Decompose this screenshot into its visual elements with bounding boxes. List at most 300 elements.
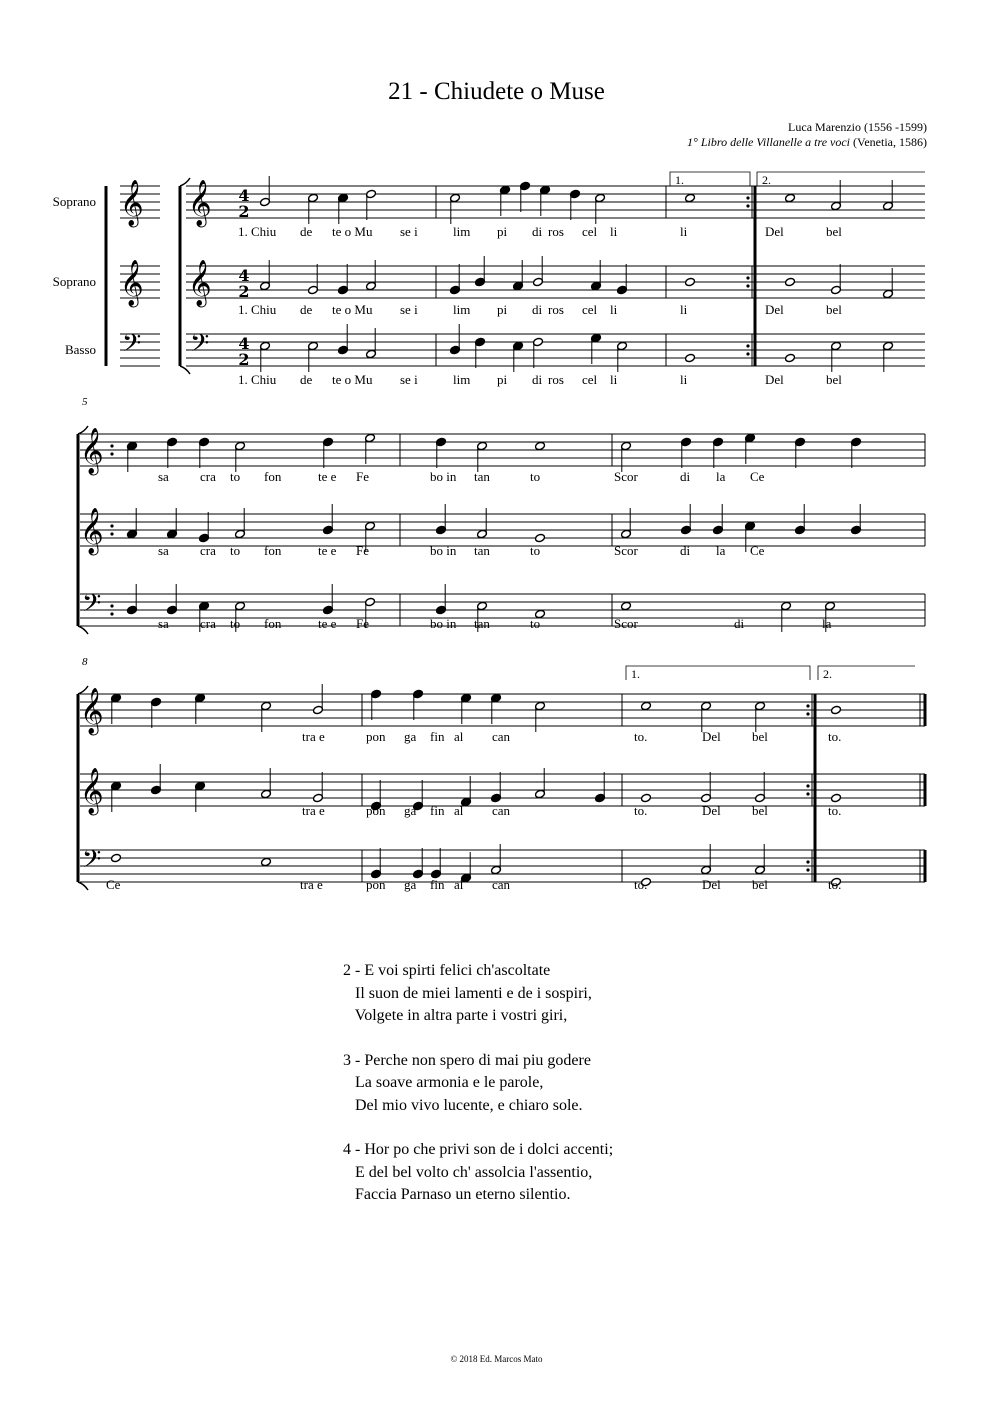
half-note xyxy=(308,341,319,372)
half-note xyxy=(831,180,842,211)
lyric-syllable: te o Mu xyxy=(332,224,373,239)
half-note xyxy=(755,701,766,732)
lyric-syllable: te o Mu xyxy=(332,302,373,317)
repeat-dot xyxy=(746,352,749,355)
lyric-syllable: can xyxy=(492,877,511,892)
treble-clef-icon: 𝄞 xyxy=(80,768,104,814)
lyric-syllable: te o Mu xyxy=(332,372,373,387)
lyric-syllable: li xyxy=(680,224,688,239)
lyric-syllable: Del xyxy=(702,803,721,818)
lyric-syllable: ga xyxy=(404,877,417,892)
whole-note xyxy=(535,441,546,450)
half-note xyxy=(755,772,766,803)
quarter-note xyxy=(413,848,424,879)
lyric-syllable: 1. Chiu xyxy=(238,224,277,239)
lyric-syllable: to xyxy=(230,543,241,558)
quarter-note xyxy=(413,689,424,720)
notehead xyxy=(535,441,546,450)
half-note xyxy=(477,441,488,472)
lyric-syllable: Fe xyxy=(356,469,369,484)
half-note xyxy=(535,768,546,799)
quarter-note xyxy=(371,689,382,720)
staff-soprano-2-m8 xyxy=(80,774,925,806)
repeat-dot xyxy=(746,196,749,199)
quarter-note xyxy=(713,504,724,535)
half-note xyxy=(450,193,461,224)
lyric-syllable: to. xyxy=(634,803,648,818)
volta-bracket xyxy=(757,172,925,186)
lyric-syllable: ga xyxy=(404,729,417,744)
lyric-syllable: cel xyxy=(582,302,598,317)
stanza-line: 2 - E voi spirti felici ch'ascoltate xyxy=(343,962,551,979)
page-title: 21 - Chiudete o Muse xyxy=(388,78,605,105)
lyric-syllable: al xyxy=(454,729,464,744)
lyric-syllable: de xyxy=(300,224,313,239)
part-name: Soprano xyxy=(52,194,96,209)
half-note xyxy=(261,701,272,732)
music-score xyxy=(0,170,993,910)
lyric-syllable: pi xyxy=(497,224,508,239)
lyric-syllable: di xyxy=(532,372,543,387)
stanza-line: Del mio vivo lucente, e chiaro sole. xyxy=(343,1096,583,1114)
lyric-syllable: to. xyxy=(634,729,648,744)
repeat-dot xyxy=(806,712,809,715)
whole-note xyxy=(831,705,842,714)
quarter-note xyxy=(520,181,531,212)
time-signature-bottom: 2 xyxy=(238,282,250,301)
treble-clef-icon: 𝄞 xyxy=(188,260,212,306)
repeat-dot xyxy=(806,868,809,871)
lyric-syllable: bel xyxy=(826,372,842,387)
lyric-syllable: Del xyxy=(702,877,721,892)
volta-label: 2. xyxy=(823,667,832,681)
half-note xyxy=(365,433,376,464)
half-note xyxy=(533,256,544,287)
lyric-syllable: li xyxy=(610,224,618,239)
quarter-note xyxy=(513,260,524,291)
staff-soprano-2 xyxy=(186,266,925,298)
lyric-syllable: bo in xyxy=(430,616,457,631)
lyric-syllable: lim xyxy=(453,302,471,317)
time-signature-top: 4 xyxy=(238,266,250,285)
bass-clef-icon: 𝄢 xyxy=(82,845,102,880)
lyric-syllable: pon xyxy=(366,729,386,744)
staff-soprano-1-m8 xyxy=(80,694,925,726)
repeat-dot xyxy=(806,792,809,795)
quarter-note xyxy=(475,256,486,287)
half-note xyxy=(595,193,606,224)
repeat-dot xyxy=(806,860,809,863)
lyric-syllable: cra xyxy=(200,469,216,484)
whole-note xyxy=(685,193,696,202)
quarter-note xyxy=(570,189,581,220)
lyric-syllable: tan xyxy=(474,543,490,558)
repeat-dot xyxy=(110,532,113,535)
volta-bracket xyxy=(626,666,810,680)
quarter-note xyxy=(851,437,862,468)
treble-clef-icon: 𝄞 xyxy=(120,180,144,226)
bracket-hook-bottom xyxy=(78,626,88,634)
repeat-dot xyxy=(110,452,113,455)
half-note xyxy=(313,684,324,715)
quarter-note xyxy=(371,848,382,879)
half-note xyxy=(313,772,324,803)
quarter-note xyxy=(323,584,334,615)
lyric-syllable: can xyxy=(492,729,511,744)
lyric-syllable: li xyxy=(680,372,688,387)
lyric-syllable: Del xyxy=(765,302,784,317)
quarter-note xyxy=(338,264,349,295)
lyric-syllable: la xyxy=(716,543,726,558)
half-note xyxy=(260,176,271,207)
half-note xyxy=(781,601,792,632)
time-signature-bottom: 2 xyxy=(238,202,250,221)
treble-clef-icon: 𝄞 xyxy=(80,428,104,474)
lyric-syllable: di xyxy=(532,224,543,239)
half-note xyxy=(831,341,842,372)
lyric-syllable: ga xyxy=(404,803,417,818)
quarter-note xyxy=(591,260,602,291)
lyric-syllable: bel xyxy=(826,224,842,239)
lyrics-stanzas xyxy=(343,960,613,1229)
quarter-note xyxy=(127,441,138,472)
half-note xyxy=(491,844,502,875)
lyric-syllable: cel xyxy=(582,372,598,387)
lyric-syllable: lim xyxy=(453,224,471,239)
half-note xyxy=(701,701,712,732)
lyric-syllable: Scor xyxy=(614,469,638,484)
repeat-dot xyxy=(746,204,749,207)
repeat-dot xyxy=(746,344,749,347)
half-note xyxy=(535,701,546,732)
quarter-note xyxy=(195,693,206,724)
quarter-note xyxy=(475,337,486,368)
half-note xyxy=(477,508,488,539)
stanza-line: Faccia Parnaso un eterno silentio. xyxy=(343,1186,571,1203)
repeat-dot xyxy=(110,444,113,447)
repeat-dot xyxy=(110,604,113,607)
stanza-3 xyxy=(343,1050,613,1118)
quarter-note xyxy=(199,437,210,468)
lyric-syllable: Del xyxy=(702,729,721,744)
composer-credit xyxy=(687,120,927,150)
whole-note xyxy=(831,793,842,802)
lyric-syllable: di xyxy=(734,616,745,631)
repeat-dot xyxy=(746,284,749,287)
lyric-syllable: tra e xyxy=(302,803,325,818)
lyric-syllable: sa xyxy=(158,616,169,631)
quarter-note xyxy=(167,437,178,468)
half-note xyxy=(533,337,544,368)
lyric-syllable: 1. Chiu xyxy=(238,372,277,387)
volta-bracket xyxy=(818,666,915,680)
lyric-syllable: sa xyxy=(158,469,169,484)
repeat-dot xyxy=(746,276,749,279)
whole-note xyxy=(535,533,546,542)
half-note xyxy=(235,441,246,472)
whole-note xyxy=(785,193,796,202)
half-note xyxy=(883,268,894,299)
measure-number: 8 xyxy=(82,656,88,668)
quarter-note xyxy=(323,504,334,535)
quarter-note xyxy=(450,324,461,355)
lyric-syllable: bel xyxy=(752,877,768,892)
lyric-syllable: pon xyxy=(366,877,386,892)
lyric-syllable: fon xyxy=(264,616,282,631)
quarter-note xyxy=(167,508,178,539)
half-note xyxy=(261,768,272,799)
lyric-syllable: te e xyxy=(318,616,337,631)
quarter-note xyxy=(540,185,551,216)
quarter-note xyxy=(338,324,349,355)
lyric-syllable: Fe xyxy=(356,616,369,631)
source-book: 1° Libro delle Villanelle a tre voci xyxy=(687,135,851,149)
half-note xyxy=(235,508,246,539)
quarter-note xyxy=(795,437,806,468)
notehead xyxy=(785,353,796,362)
quarter-note xyxy=(436,584,447,615)
lyric-syllable: Ce xyxy=(750,543,765,558)
repeat-dot xyxy=(110,524,113,527)
quarter-note xyxy=(617,264,628,295)
quarter-note xyxy=(851,504,862,535)
notehead xyxy=(831,793,842,802)
lyric-syllable: se i xyxy=(400,372,418,387)
lyric-syllable: fin xyxy=(430,877,445,892)
whole-note xyxy=(111,853,122,862)
lyric-syllable: to xyxy=(530,616,541,631)
lyric-syllable: de xyxy=(300,302,313,317)
lyric-syllable: li xyxy=(610,372,618,387)
lyric-syllable: fon xyxy=(264,469,282,484)
lyric-syllable: pi xyxy=(497,372,508,387)
notehead xyxy=(261,857,272,866)
lyric-syllable: fon xyxy=(264,543,282,558)
half-note xyxy=(308,264,319,295)
lyric-syllable: Ce xyxy=(106,877,121,892)
lyric-syllable: al xyxy=(454,877,464,892)
lyric-syllable: to. xyxy=(634,877,648,892)
stanza-2 xyxy=(343,960,613,1028)
lyric-syllable: bel xyxy=(752,729,768,744)
quarter-note xyxy=(127,584,138,615)
quarter-note xyxy=(111,781,122,812)
notehead xyxy=(831,705,842,714)
quarter-note xyxy=(491,772,502,803)
lyric-syllable: 1. Chiu xyxy=(238,302,277,317)
source-line xyxy=(687,135,927,150)
quarter-note xyxy=(111,693,122,724)
part-name: Basso xyxy=(64,342,96,357)
notehead xyxy=(621,601,632,610)
quarter-note xyxy=(713,437,724,468)
lyric-syllable: bo in xyxy=(430,543,457,558)
notehead xyxy=(111,853,122,862)
lyric-syllable: to xyxy=(230,469,241,484)
half-note xyxy=(621,441,632,472)
bracket-hook-bottom xyxy=(180,366,190,374)
lyric-syllable: Scor xyxy=(614,543,638,558)
half-note xyxy=(755,844,766,875)
lyric-syllable: Del xyxy=(765,224,784,239)
notehead xyxy=(535,533,546,542)
stanza-line: E del bel volto ch' assolcia l'assentio, xyxy=(343,1163,593,1181)
half-note xyxy=(366,260,377,291)
lyric-syllable: Scor xyxy=(614,616,638,631)
quarter-note xyxy=(338,193,349,224)
repeat-dot xyxy=(110,612,113,615)
whole-note xyxy=(641,793,652,802)
lyric-syllable: tan xyxy=(474,616,490,631)
volta-label: 1. xyxy=(631,667,640,681)
source-place: (Venetia, 1586) xyxy=(850,135,927,149)
lyric-syllable: Fe xyxy=(356,543,369,558)
treble-clef-icon: 𝄞 xyxy=(80,688,104,734)
lyric-syllable: to. xyxy=(828,877,842,892)
lyric-syllable: Del xyxy=(765,372,784,387)
score-root xyxy=(53,172,925,892)
lyric-syllable: to xyxy=(530,469,541,484)
treble-clef-icon: 𝄞 xyxy=(120,260,144,306)
stanza-line: 4 - Hor po che privi son de i dolci accenti; xyxy=(343,1141,614,1158)
staff-soprano-1 xyxy=(186,186,925,218)
lyric-syllable: te e xyxy=(318,469,337,484)
stanza-line: Volgete in altra parte i vostri giri, xyxy=(343,1007,568,1024)
half-note xyxy=(260,341,271,372)
notehead xyxy=(641,793,652,802)
lyric-syllable: cra xyxy=(200,543,216,558)
lyric-syllable: di xyxy=(532,302,543,317)
lyric-syllable: cel xyxy=(582,224,598,239)
quarter-note xyxy=(436,437,447,468)
quarter-note xyxy=(681,437,692,468)
lyric-syllable: al xyxy=(454,803,464,818)
repeat-dot xyxy=(806,704,809,707)
lyric-syllable: bo in xyxy=(430,469,457,484)
quarter-note xyxy=(450,264,461,295)
lyric-syllable: de xyxy=(300,372,313,387)
lyric-syllable: la xyxy=(822,616,832,631)
staff-basso xyxy=(186,334,925,366)
quarter-note xyxy=(199,512,210,543)
half-note xyxy=(366,328,377,359)
notehead xyxy=(685,193,696,202)
notehead xyxy=(641,701,652,710)
lyric-syllable: tra e xyxy=(300,877,323,892)
quarter-note xyxy=(461,693,472,724)
treble-clef-icon: 𝄞 xyxy=(80,508,104,554)
quarter-note xyxy=(431,848,442,879)
lyric-syllable: can xyxy=(492,803,511,818)
quarter-note xyxy=(513,341,524,372)
lyric-syllable: pon xyxy=(366,803,386,818)
stanza-4 xyxy=(343,1139,613,1207)
lyric-syllable: lim xyxy=(453,372,471,387)
lyric-syllable: fin xyxy=(430,729,445,744)
bass-clef-icon: 𝄢 xyxy=(122,329,142,364)
notehead xyxy=(685,353,696,362)
lyric-syllable: ros xyxy=(548,302,564,317)
quarter-note xyxy=(795,504,806,535)
half-note xyxy=(308,193,319,224)
lyric-syllable: tan xyxy=(474,469,490,484)
lyric-syllable: di xyxy=(680,469,691,484)
quarter-note xyxy=(323,437,334,468)
half-note xyxy=(617,341,628,372)
half-note xyxy=(831,264,842,295)
stanza-line: Il suon de miei lamenti e de i sospiri, xyxy=(343,984,592,1002)
whole-note xyxy=(685,277,696,286)
lyric-syllable: sa xyxy=(158,543,169,558)
quarter-note xyxy=(500,185,511,216)
quarter-note xyxy=(151,697,162,728)
lyric-syllable: la xyxy=(716,469,726,484)
notehead xyxy=(685,277,696,286)
time-signature-top: 4 xyxy=(238,334,250,353)
lyric-syllable: tra e xyxy=(302,729,325,744)
whole-note xyxy=(621,601,632,610)
lyric-syllable: se i xyxy=(400,224,418,239)
half-note xyxy=(883,341,894,372)
lyric-syllable: te e xyxy=(318,543,337,558)
stanza-line: La soave armonia e le parole, xyxy=(343,1074,544,1091)
lyric-syllable: fin xyxy=(430,803,445,818)
quarter-note xyxy=(681,504,692,535)
half-note xyxy=(621,508,632,539)
time-signature-bottom: 2 xyxy=(238,350,250,369)
lyric-syllable: to. xyxy=(828,803,842,818)
lyric-syllable: bel xyxy=(752,803,768,818)
lyric-syllable: to. xyxy=(828,729,842,744)
quarter-note xyxy=(167,584,178,615)
quarter-note xyxy=(591,333,602,364)
composer-name: Luca Marenzio (1556 -1599) xyxy=(788,120,927,134)
quarter-note xyxy=(745,433,756,464)
half-note xyxy=(260,260,271,291)
lyric-syllable: to xyxy=(530,543,541,558)
quarter-note xyxy=(436,504,447,535)
lyric-syllable: ros xyxy=(548,372,564,387)
lyric-syllable: pi xyxy=(497,302,508,317)
whole-note xyxy=(641,701,652,710)
bass-clef-icon: 𝄢 xyxy=(190,329,210,364)
half-note xyxy=(701,772,712,803)
lyric-syllable: se i xyxy=(400,302,418,317)
half-note xyxy=(366,189,377,220)
stanza-line: 3 - Perche non spero di mai piu godere xyxy=(343,1051,591,1069)
lyric-syllable: li xyxy=(680,302,688,317)
notehead xyxy=(785,277,796,286)
time-signature-top: 4 xyxy=(238,186,250,205)
lyric-syllable: to xyxy=(230,616,241,631)
notehead xyxy=(785,193,796,202)
lyric-syllable: ros xyxy=(548,224,564,239)
repeat-dot xyxy=(806,784,809,787)
part-name: Soprano xyxy=(52,274,96,289)
whole-note xyxy=(785,277,796,286)
quarter-note xyxy=(491,693,502,724)
quarter-note xyxy=(595,772,606,803)
whole-note xyxy=(785,353,796,362)
half-note xyxy=(701,844,712,875)
lyric-syllable: li xyxy=(610,302,618,317)
treble-clef-icon: 𝄞 xyxy=(188,180,212,226)
bracket-hook-bottom xyxy=(78,882,88,890)
measure-number: 5 xyxy=(82,396,88,408)
bass-clef-icon: 𝄢 xyxy=(82,589,102,624)
volta-label: 2. xyxy=(762,173,771,187)
lyric-syllable: Ce xyxy=(750,469,765,484)
